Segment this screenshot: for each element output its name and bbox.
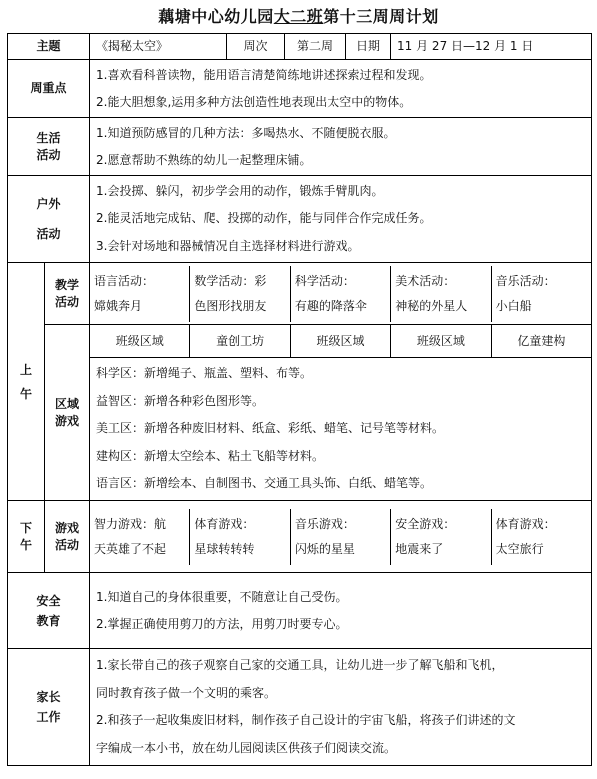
safety-content bbox=[90, 573, 592, 649]
morning-area-row bbox=[8, 325, 592, 501]
parents-line: 同时教育孩子做一个文明的乘客。 bbox=[96, 685, 277, 700]
area-bar-cell: 班级区域 bbox=[90, 325, 190, 357]
parents-label bbox=[8, 649, 90, 766]
game-activity-cell bbox=[291, 509, 391, 565]
date-value: 11 月 27 日—12 月 1 日 bbox=[391, 34, 592, 60]
game-name: 闪烁的星星 bbox=[294, 541, 355, 556]
area-bar-cell: 班级区域 bbox=[291, 325, 391, 357]
safety-label-line-1: 安全 bbox=[36, 593, 61, 608]
game-activity-cell bbox=[190, 509, 290, 565]
game-type: 体育游戏： bbox=[194, 516, 255, 531]
focus-item: 1.喜欢看科普读物，能用语言清楚简练地讲述探索过程和发现。 bbox=[96, 67, 432, 82]
focus-content bbox=[90, 60, 592, 118]
teaching-activity-grid bbox=[90, 266, 591, 322]
activity-type: 美术活动： bbox=[395, 273, 456, 288]
game-name: 天英雄了不起 bbox=[94, 541, 167, 556]
afternoon-label-line-2: 午 bbox=[19, 537, 32, 552]
outdoor-label bbox=[8, 176, 90, 263]
page-title bbox=[0, 4, 597, 30]
game-type: 音乐游戏： bbox=[294, 516, 355, 531]
life-label bbox=[8, 118, 90, 176]
games-cells bbox=[90, 501, 592, 573]
outdoor-row bbox=[8, 176, 592, 263]
parents-line: 字编成一本小书，放在幼儿园阅读区供孩子们阅读交流。 bbox=[96, 740, 397, 755]
theme-value: 《揭秘太空》 bbox=[90, 34, 227, 60]
safety-label-line-2: 教育 bbox=[36, 613, 61, 628]
activity-type: 数学活动：彩 bbox=[194, 273, 267, 288]
parents-content bbox=[90, 649, 592, 766]
teaching-label bbox=[45, 263, 90, 325]
activity-name: 神秘的外星人 bbox=[395, 298, 468, 313]
area-material-line: 科学区：新增绳子、瓶盖、塑料、布等。 bbox=[96, 366, 313, 380]
activity-name: 有趣的降落伞 bbox=[294, 298, 367, 313]
title-part-1: 藕塘中心幼儿园 bbox=[158, 7, 274, 26]
area-material-line: 语言区：新增绘本、自制图书、交通工具头饰、白纸、蜡笔等。 bbox=[96, 476, 433, 490]
outdoor-item: 1.会投掷、躲闪，初步学会用的动作，锻炼手臂肌肉。 bbox=[96, 183, 384, 198]
outdoor-content bbox=[90, 176, 592, 263]
morning-label bbox=[8, 263, 45, 501]
plan-table bbox=[7, 33, 592, 766]
area-material-list bbox=[90, 357, 591, 500]
activity-name: 色图形找朋友 bbox=[194, 298, 267, 313]
game-type: 体育游戏： bbox=[495, 516, 556, 531]
week-value: 第二周 bbox=[285, 34, 346, 60]
area-bar-cell: 亿童建构 bbox=[517, 334, 566, 348]
activity-name: 嫦娥奔月 bbox=[94, 298, 143, 313]
life-content bbox=[90, 118, 592, 176]
game-type: 智力游戏：航 bbox=[94, 516, 167, 531]
game-name: 地震来了 bbox=[395, 541, 444, 556]
parents-line: 2.和孩子一起收集废旧材料，制作孩子自己设计的宇宙飞船，将孩子们讲述的文 bbox=[96, 713, 516, 727]
area-content bbox=[90, 325, 592, 501]
afternoon-label-line-1: 下 bbox=[19, 520, 32, 535]
teaching-activity-cell bbox=[190, 266, 290, 322]
safety-item: 1.知道自己的身体很重要，不随意让自己受伤。 bbox=[96, 589, 348, 604]
date-label: 日期 bbox=[346, 34, 391, 60]
area-label-line-2: 游戏 bbox=[55, 413, 80, 428]
title-part-2: 第十三周周计划 bbox=[323, 7, 439, 26]
outdoor-label-line-1: 户外 bbox=[36, 197, 61, 211]
morning-teaching-row bbox=[8, 263, 592, 325]
game-activity-cell bbox=[391, 509, 491, 565]
life-row bbox=[8, 118, 592, 176]
life-label-line-2: 活动 bbox=[36, 147, 61, 162]
area-label-line-1: 区域 bbox=[55, 396, 80, 411]
area-label bbox=[45, 325, 90, 501]
safety-item: 2.掌握正确使用剪刀的方法，用剪刀时要专心。 bbox=[96, 616, 348, 631]
activity-name: 小白船 bbox=[495, 298, 532, 313]
life-item: 1.知道预防感冒的几种方法：多喝热水、不随便脱衣服。 bbox=[96, 125, 396, 140]
game-activity-grid bbox=[90, 509, 591, 565]
area-material-line: 益智区：新增各种彩色图形等。 bbox=[96, 393, 265, 408]
afternoon-label bbox=[8, 501, 45, 573]
parents-row bbox=[8, 649, 592, 766]
activity-type: 科学活动： bbox=[294, 273, 355, 288]
teaching-label-line-2: 活动 bbox=[55, 294, 80, 309]
morning-label-line-1: 上 bbox=[19, 362, 32, 377]
teaching-activity-cell bbox=[90, 266, 190, 322]
title-class-name: 大二班 bbox=[273, 7, 324, 26]
games-label-line-2: 活动 bbox=[55, 537, 80, 552]
games-label-line-1: 游戏 bbox=[55, 520, 80, 535]
teaching-cells bbox=[90, 263, 592, 325]
game-activity-cell bbox=[90, 509, 190, 565]
area-bar-cell: 班级区域 bbox=[391, 325, 491, 357]
outdoor-item: 2.能灵活地完成钻、爬、投掷的动作，能与同伴合作完成任务。 bbox=[96, 211, 432, 226]
week-label: 周次 bbox=[227, 34, 285, 60]
game-activity-cell bbox=[492, 509, 591, 565]
area-material-line: 美工区：新增各种废旧材料、纸盒、彩纸、蜡笔、记号笔等材料。 bbox=[96, 421, 445, 435]
teaching-label-line-1: 教学 bbox=[55, 277, 80, 292]
focus-label: 周重点 bbox=[8, 60, 90, 118]
activity-type: 语言活动： bbox=[94, 273, 155, 288]
games-label bbox=[45, 501, 90, 573]
outdoor-item: 3.会针对场地和器械情况自主选择材料进行游戏。 bbox=[96, 238, 360, 253]
life-item: 2.愿意帮助不熟练的幼儿一起整理床铺。 bbox=[96, 152, 312, 167]
teaching-activity-cell bbox=[291, 266, 391, 322]
activity-type: 音乐活动： bbox=[495, 273, 556, 288]
teaching-activity-cell bbox=[391, 266, 491, 322]
parents-label-line-1: 家长 bbox=[36, 690, 61, 704]
focus-row bbox=[8, 60, 592, 118]
parents-line: 1.家长带自己的孩子观察自己家的交通工具，让幼儿进一步了解飞船和飞机， bbox=[96, 658, 504, 672]
morning-label-line-2: 午 bbox=[19, 386, 32, 401]
focus-item: 2.能大胆想象,运用多种方法创造性地表现出太空中的物体。 bbox=[96, 94, 412, 109]
safety-row bbox=[8, 573, 592, 649]
header-row bbox=[8, 34, 592, 60]
outdoor-label-line-2: 活动 bbox=[36, 227, 61, 241]
life-label-line-1: 生活 bbox=[36, 130, 61, 145]
theme-label: 主题 bbox=[8, 34, 90, 60]
game-type: 安全游戏： bbox=[395, 516, 456, 531]
area-bar bbox=[90, 325, 591, 357]
safety-label bbox=[8, 573, 90, 649]
game-name: 星球转转转 bbox=[194, 541, 255, 556]
parents-label-line-2: 工作 bbox=[36, 710, 61, 724]
teaching-activity-cell bbox=[492, 266, 591, 322]
afternoon-row bbox=[8, 501, 592, 573]
area-material-line: 建构区：新增太空绘本、粘土飞船等材料。 bbox=[96, 448, 325, 463]
game-name: 太空旅行 bbox=[495, 541, 544, 556]
area-bar-cell: 童创工坊 bbox=[190, 325, 290, 357]
